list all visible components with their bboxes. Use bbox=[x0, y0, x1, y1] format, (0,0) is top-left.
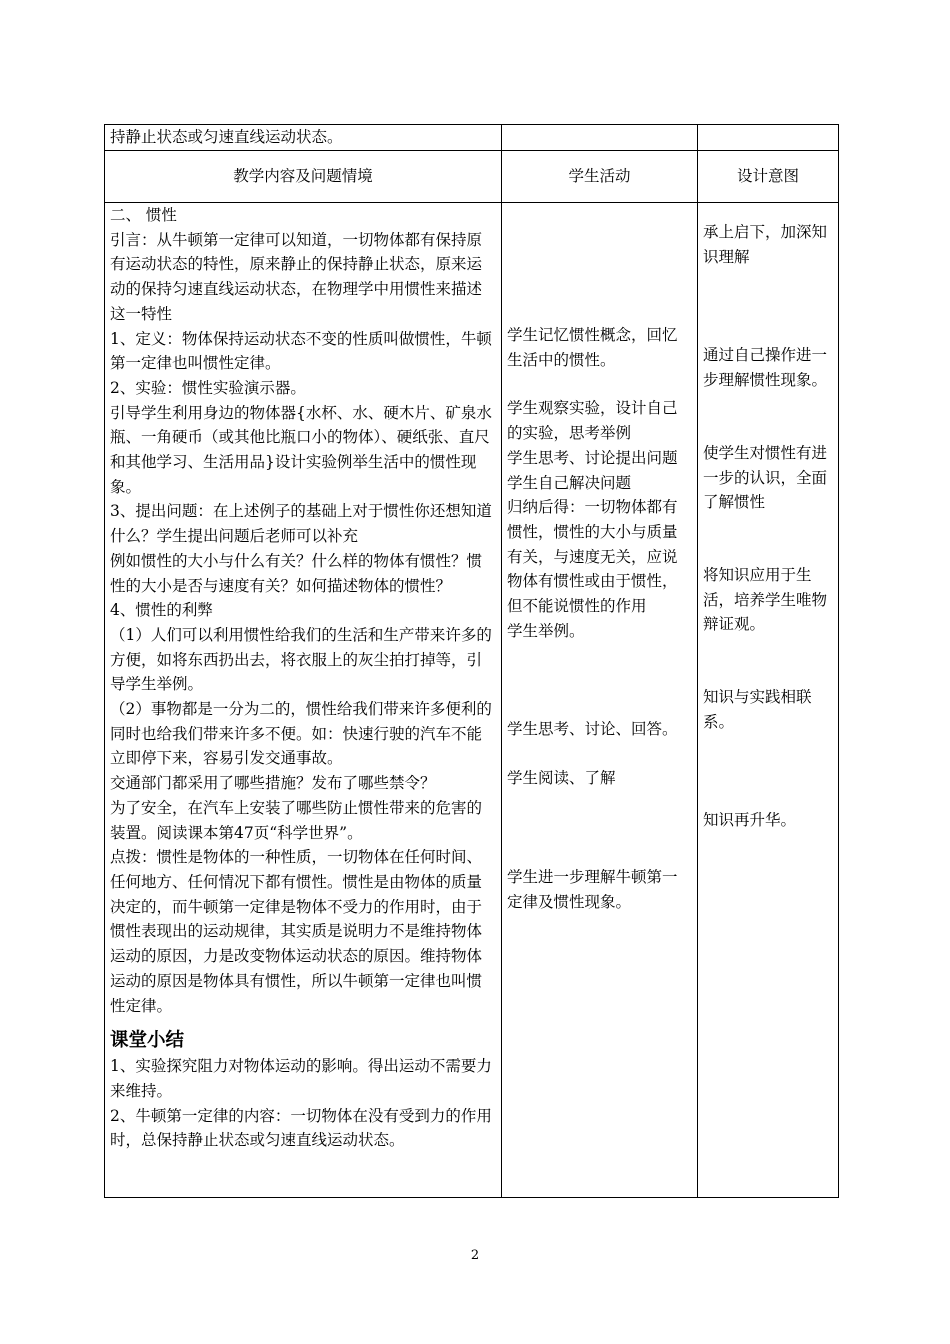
intent-cell bbox=[698, 203, 839, 1198]
intent-text: 将知识应用于生活，培养学生唯物辩证观。 bbox=[703, 565, 828, 634]
intent-text: 知识与实践相联系。 bbox=[703, 688, 812, 731]
intent-text: 承上启下，加深知识理解 bbox=[703, 223, 828, 266]
activity-text: 学生记忆惯性概念，回忆生活中的惯性。 bbox=[507, 326, 678, 369]
intent-text: 通过自己操作进一步理解惯性现象。 bbox=[703, 346, 828, 390]
page-number: 2 bbox=[470, 1248, 480, 1263]
intro-text: 引言：从牛顿第一定律可以知道，一切物体都有保持原有运动状态的特性，原来静止的保持静止状态，原来运动的保持匀速直线运动状态，在物理学中用惯性来描述这一特性 bbox=[110, 230, 483, 323]
harm-text: （2）事物都是一分为二的，惯性给我们带来许多便利的同时也给我们带来许多不便。如：快速行驶的汽车不能立即停下来，容易引发交通事故。 bbox=[110, 700, 492, 768]
safety-text: 为了安全，在汽车上安装了哪些防止惯性带来的危害的装置。阅读课本第47页“科学世界”。 bbox=[110, 798, 483, 842]
activity-text: 学生阅读、了解 bbox=[507, 769, 616, 788]
experiment-text: 2、实验：惯性实验演示器。 bbox=[110, 378, 306, 397]
header-intent: 设计意图 bbox=[698, 151, 839, 203]
definition-text: 1、定义：物体保持运动状态不变的性质叫做惯性，牛顿第一定律也叫惯性定律。 bbox=[110, 329, 492, 373]
benefit-text: （1）人们可以利用惯性给我们的生活和生产带来许多的方便，如将东西扔出去，将衣服上的灰尘拍打掉等，引导学生举例。 bbox=[110, 625, 492, 694]
summary-title: 课堂小结 bbox=[110, 1030, 185, 1052]
activity-text: 学生思考、讨论、回答。 bbox=[507, 720, 678, 739]
lesson-table bbox=[104, 124, 839, 1198]
activity-text: 学生自己解决问题 bbox=[507, 473, 632, 492]
question-examples: 例如惯性的大小与什么有关？什么样的物体有惯性？惯性的大小是否与速度有关？如何描述物体的惯性？ bbox=[110, 551, 483, 595]
continuation-row bbox=[105, 125, 839, 151]
activity-text: 学生观察实验，设计自己的实验，思考举例 bbox=[507, 399, 678, 443]
header-activity: 学生活动 bbox=[502, 151, 698, 203]
question-text: 3、提出问题：在上述例子的基础上对于惯性你还想知道什么？学生提出问题后老师可以补充 bbox=[110, 502, 492, 546]
activity-text: 学生进一步理解牛顿第一定律及惯性现象。 bbox=[507, 867, 678, 911]
activity-text: 归纳后得：一切物体都有惯性，惯性的大小与质量有关，与速度无关，应说物体有惯性或由于惯性，但不能说惯性的作用 bbox=[507, 498, 678, 616]
header-content: 教学内容及问题情境 bbox=[105, 151, 502, 203]
content-cell bbox=[105, 203, 502, 1198]
hint-text: 点拨：惯性是物体的一种性质，一切物体在任何时间、任何地方、任何情况下都有惯性。惯性是由物体的质量决定的，而牛顿第一定律是物体不受力的作用时，由于惯性表现出的运动规律，其实质是说明力不是维持物体运动的原因，力是改变物体运动状态的原因。维持物体运动的原因是物体具有惯性，所以牛顿第一定律也叫惯性定律。 bbox=[110, 848, 483, 1015]
guide-text: 引导学生利用身边的物体器{水杯、水、硬木片、矿泉水瓶、一角硬币（或其他比瓶口小的物体）、硬纸张、直尺和其他学习、生活用品}设计实验例举生活中的惯性现象。 bbox=[110, 403, 492, 496]
intent-text: 知识再升华。 bbox=[703, 811, 797, 830]
activity-text: 学生举例。 bbox=[507, 621, 585, 640]
intent-text: 使学生对惯性有进一步的认识，全面了解惯性 bbox=[703, 443, 828, 512]
pros-cons-heading: 4、惯性的利弊 bbox=[110, 601, 213, 620]
summary-item: 1、实验探究阻力对物体运动的影响。得出运动不需要力来维持。 bbox=[110, 1057, 492, 1100]
header-row bbox=[105, 151, 839, 203]
empty-cell bbox=[698, 125, 839, 151]
empty-cell bbox=[502, 125, 698, 151]
section-heading: 二、 惯性 bbox=[110, 206, 177, 224]
activity-cell bbox=[502, 203, 698, 1198]
main-row bbox=[105, 203, 839, 1198]
traffic-text: 交通部门都采用了哪些措施？发布了哪些禁令？ bbox=[110, 774, 436, 793]
activity-text: 学生思考、讨论提出问题 bbox=[507, 448, 678, 467]
summary-item: 2、牛顿第一定律的内容：一切物体在没有受到力的作用时，总保持静止状态或匀速直线运动状态。 bbox=[110, 1106, 492, 1150]
continuation-cell: 持静止状态或匀速直线运动状态。 bbox=[105, 125, 502, 151]
